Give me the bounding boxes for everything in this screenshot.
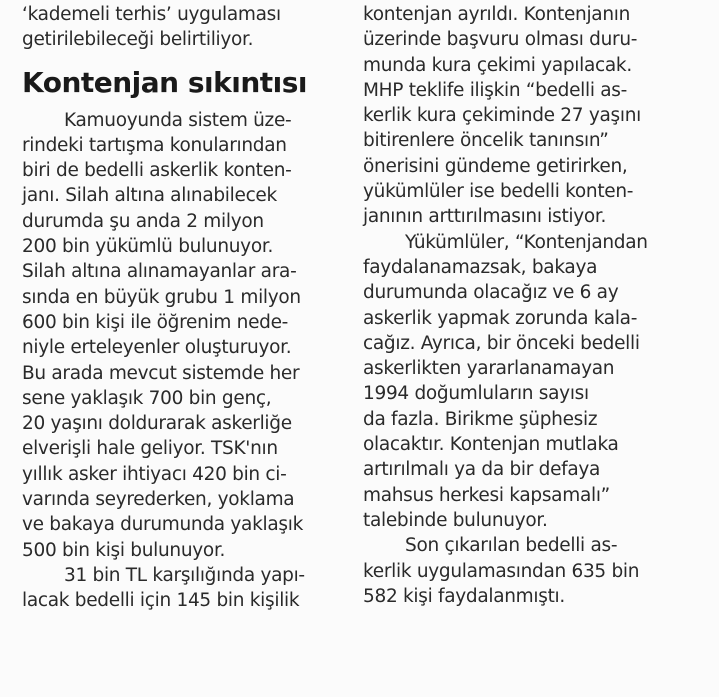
paragraph-line: kerlik kura çekiminde 27 yaşını [363, 105, 641, 127]
paragraph-line: kontenjan ayrıldı. Kontenjanın [363, 4, 631, 25]
paragraph-line: durumunda olacağız ve 6 ay [363, 282, 619, 304]
paragraph-line: da fazla. Birikme şüphesiz [363, 408, 598, 430]
paragraph-line: 200 bin yükümlü bulunuyor. [22, 236, 274, 258]
paragraph-line: bitirenlere öncelik tanınsın” [363, 130, 609, 152]
paragraph-line: munda kura çekimi yapılacak. [363, 54, 632, 76]
paragraph-line: sene yaklaşık 700 bin genç, [22, 387, 272, 409]
paragraph-line: faydalanamazsak, bakaya [363, 256, 598, 278]
left-column [22, 0, 342, 614]
paragraph-line: ve bakaya durumunda yaklaşık [22, 514, 303, 536]
paragraph-line: janının arttırılmasını istiyor. [363, 206, 607, 228]
paragraph-line: MHP teklife ilişkin “bedelli as- [363, 79, 628, 101]
paragraph-line: üzerinde başvuru olması duru- [363, 29, 638, 51]
paragraph-line: niyle erteleyenler oluşturuyor. [22, 337, 292, 359]
paragraph-line: Son çıkarılan bedelli as- [405, 535, 618, 557]
paragraph-line: mahsus herkesi kapsamalı” [363, 484, 610, 506]
paragraph-line: sında en büyük grubu 1 milyon [22, 286, 301, 308]
paragraph-line: olacaktır. Kontenjan mutlaka [363, 434, 619, 456]
paragraph-line: kerlik uygulamasından 635 bin [363, 560, 640, 582]
paragraph-line: Bu arada mevcut sistemde her [22, 362, 300, 384]
paragraph-line: önerisini gündeme getirirken, [363, 155, 628, 177]
paragraph-line: 31 bin TL karşılığında yapı- [64, 564, 305, 586]
paragraph-line: lacak bedelli için 145 bin kişilik [22, 590, 300, 612]
paragraph-line: Yükümlüler, “Kontenjandan [405, 231, 648, 253]
paragraph-line: Kamuoyunda sistem üze- [64, 109, 292, 131]
section-heading: Kontenjan sıkıntısı [22, 65, 308, 99]
paragraph-line: yıllık asker ihtiyacı 420 bin ci- [22, 463, 287, 485]
paragraph-line: durumda şu anda 2 milyon [22, 210, 264, 232]
paragraph-line: 20 yaşını doldurarak askerliğe [22, 413, 292, 435]
paragraph-line: elverişli hale geliyor. TSK'nın [22, 438, 278, 460]
paragraph-line: 600 bin kişi ile öğrenim nede- [22, 311, 289, 333]
paragraph-line: biri de bedelli askerlik konten- [22, 160, 292, 182]
paragraph-line: talebinde bulunuyor. [363, 509, 548, 531]
paragraph-line: varında seyrederken, yoklama [22, 489, 295, 511]
paragraph-line: askerlikten yararlanamayan [363, 358, 615, 380]
lead-line: ‘kademeli terhis’ uygulaması [22, 4, 281, 25]
paragraph-line: 500 bin kişi bulunuyor. [22, 539, 226, 561]
paragraph-line: artırılmalı ya da bir defaya [363, 459, 601, 481]
paragraph-line: rindeki tartışma konularından [22, 134, 287, 156]
paragraph-line: 582 kişi faydalanmıştı. [363, 585, 565, 607]
paragraph-line: cağız. Ayrıca, bir önceki bedelli [363, 332, 640, 354]
paragraph-line: askerlik yapmak zorunda kala- [363, 307, 638, 329]
paragraph-line: janı. Silah altına alınabilecek [22, 185, 277, 207]
right-column [363, 0, 708, 609]
lead-line: getirilebileceği belirtiliyor. [22, 29, 254, 51]
paragraph-line: 1994 doğumluların sayısı [363, 383, 589, 405]
paragraph-line: yükümlüler ise bedelli konten- [363, 181, 634, 203]
paragraph-line: Silah altına alınamayanlar ara- [22, 261, 297, 283]
